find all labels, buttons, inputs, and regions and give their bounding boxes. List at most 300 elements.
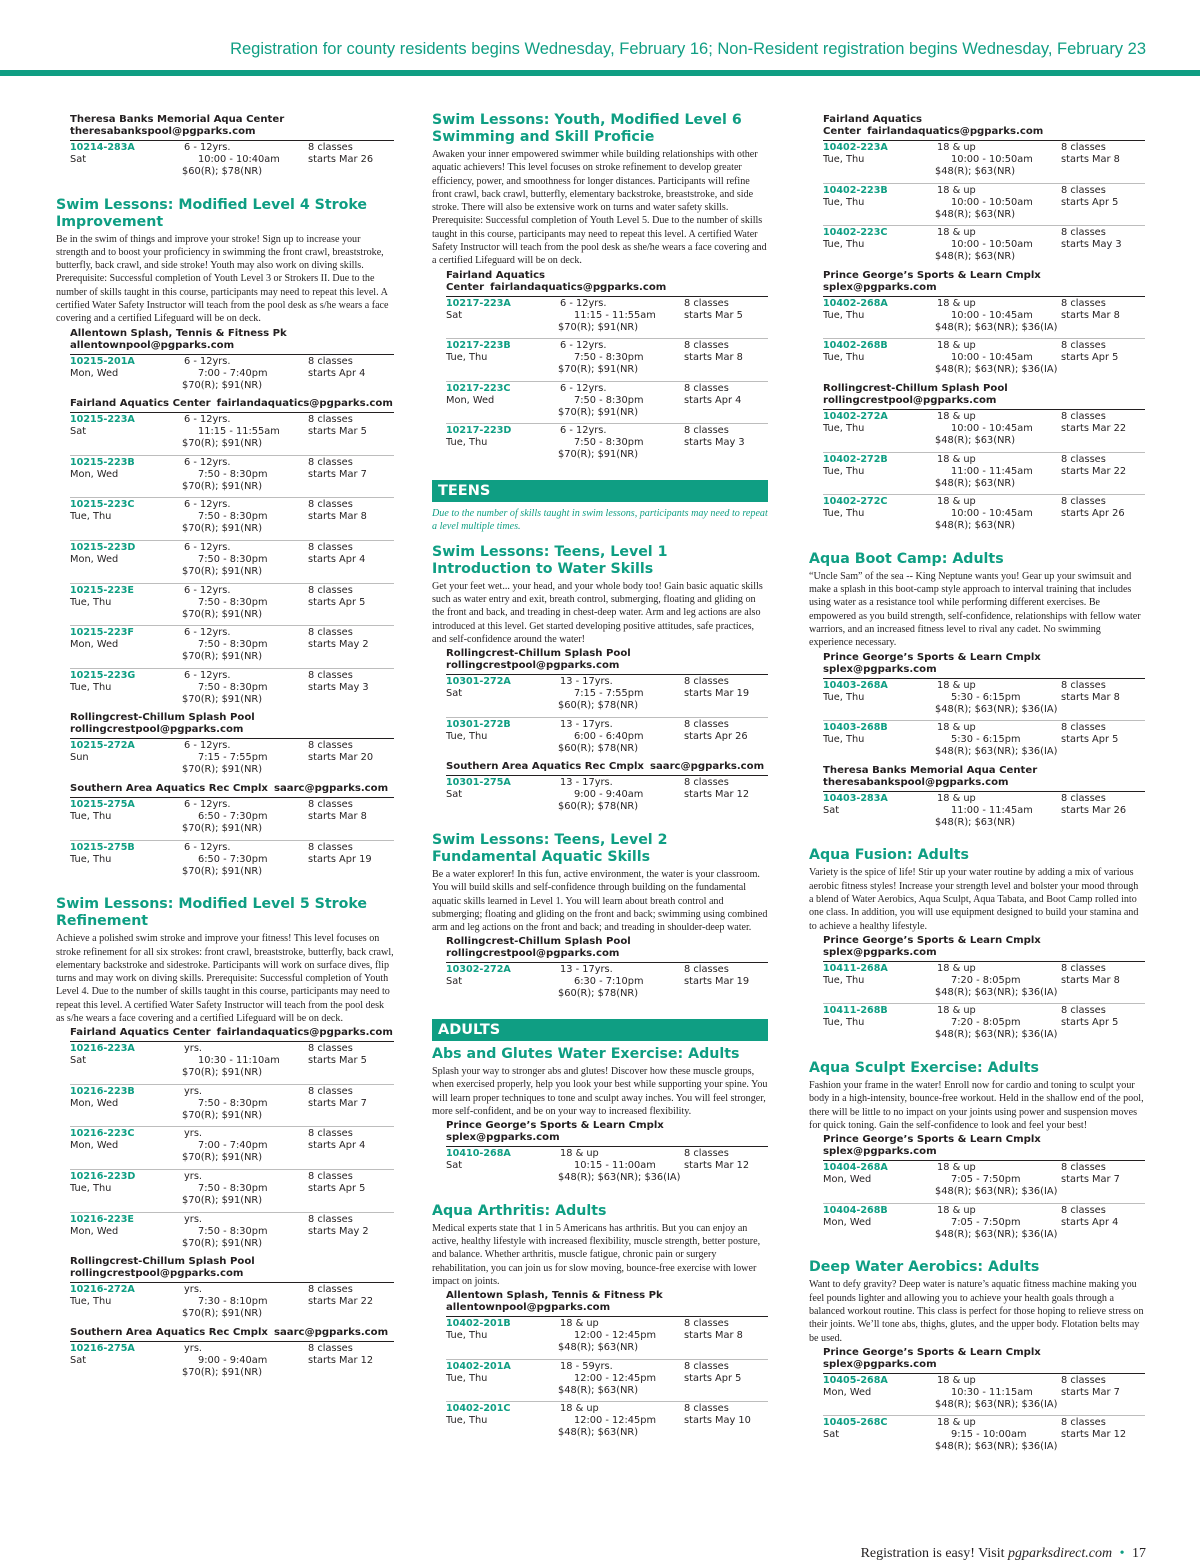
- class-days: Sat: [823, 1429, 840, 1441]
- program-section: [56, 114, 394, 183]
- class-fee: $70(R); $91(NR): [182, 566, 263, 578]
- class-code-link[interactable]: 10402-201C: [446, 1403, 511, 1415]
- class-fee: $60(R); $78(NR): [558, 742, 639, 754]
- class-code-link[interactable]: 10216-223A: [70, 1043, 135, 1055]
- program-description: Want to defy gravity? Deep water is nature’s aquatic fitness machine making you feel pounds lighter and allowing you to achieve your health goals through a balanced workout routine. This class is perfect for those hoping to relieve stress on their joints. We’ll tone abs, thighs, glutes, and the upper body. Flotation belts may be used.: [809, 1279, 1144, 1344]
- class-start: starts Mar 20: [308, 752, 374, 764]
- location-email-link[interactable]: rollingcrestpool@pgparks.com: [446, 948, 620, 960]
- class-age: 6 - 12yrs.: [184, 355, 231, 367]
- class-code-link[interactable]: 10216-223E: [70, 1213, 134, 1225]
- category-banner: ADULTS: [432, 1019, 768, 1041]
- location-email-link[interactable]: allentownpool@pgparks.com: [446, 1302, 611, 1314]
- location-name: Rollingcrest-Chillum Splash Pool: [446, 936, 631, 948]
- class-code-link[interactable]: 10301-275A: [446, 777, 511, 789]
- class-code-link[interactable]: 10215-275A: [70, 799, 135, 811]
- class-count: 8 classes: [1061, 1417, 1106, 1429]
- class-count: 8 classes: [308, 456, 353, 468]
- class-code-link[interactable]: 10402-201A: [446, 1360, 511, 1372]
- class-count: 8 classes: [1061, 496, 1106, 508]
- class-code-link[interactable]: 10217-223B: [446, 340, 511, 352]
- class-code-link[interactable]: 10215-223E: [70, 584, 134, 596]
- class-age: 6 - 12yrs.: [184, 799, 231, 811]
- class-row: [823, 297, 1145, 340]
- program-description: Awaken your inner empowered swimmer while building relationships with other aquatic achievers! This level focuses on stroke refinement to develop greater efficiency, power, and smoothness for longer distances. Participants will refine front crawl, back crawl, butterfly, elementary backstroke, breaststroke, and side stroke. There will also be extensive work on turns and water safety skills. Prerequisite: Successful completion of Youth Level 5. Due to the number of skills taught in this course, participants may need to repeat this level. A certified Water Safety Instructor will teach from the pool desk as she/he wears a face covering and a certified Lifeguard will be on deck.: [432, 149, 767, 267]
- class-row: [823, 339, 1145, 381]
- class-code-link[interactable]: 10215-223B: [70, 456, 135, 468]
- class-count: 8 classes: [308, 669, 353, 681]
- class-table: [809, 792, 1145, 834]
- location-email-link[interactable]: allentownpool@pgparks.com: [70, 339, 235, 351]
- location-email-link[interactable]: saarc@pgparks.com: [273, 783, 389, 795]
- location-name: Southern Area Aquatics Rec Cmplx: [446, 761, 644, 773]
- program-title: Aqua Boot Camp: Adults: [809, 550, 1004, 567]
- class-code-link[interactable]: 10402-272B: [823, 453, 888, 465]
- class-start: starts May 10: [684, 1415, 751, 1427]
- class-count: 8 classes: [308, 414, 353, 426]
- location-email-link[interactable]: theresabankspool@pgparks.com: [70, 126, 256, 137]
- location-name: Prince George’s Sports & Learn Cmplx: [823, 269, 1041, 281]
- class-code-link[interactable]: 10405-268C: [823, 1417, 888, 1429]
- class-row: [823, 226, 1145, 268]
- location-header: [446, 1120, 768, 1147]
- location-header: [823, 270, 1145, 297]
- class-time: 12:00 - 12:45pm: [574, 1330, 656, 1342]
- class-time: 11:00 - 11:45am: [951, 804, 1033, 816]
- location-email-link[interactable]: fairlandaquatics@pgparks.com: [216, 1027, 393, 1039]
- class-code-link[interactable]: 10217-223D: [446, 425, 512, 437]
- header-rule: [0, 70, 1200, 76]
- location-email-link[interactable]: rollingcrestpool@pgparks.com: [446, 660, 620, 672]
- class-fee: $70(R); $91(NR): [558, 321, 639, 333]
- class-code-link[interactable]: 10215-223G: [70, 669, 136, 681]
- location-email-link[interactable]: rollingcrestpool@pgparks.com: [70, 724, 244, 736]
- program-section: [432, 112, 768, 466]
- location-header: [446, 270, 768, 297]
- program-section: [432, 1019, 768, 1041]
- class-fee: $70(R); $91(NR): [182, 1195, 263, 1207]
- class-age: 18 & up: [937, 1417, 976, 1429]
- location-header: [70, 1027, 394, 1042]
- class-age: 18 & up: [937, 792, 976, 804]
- class-row: [823, 141, 1145, 184]
- class-fee: $48(R); $63(NR); $36(IA): [935, 703, 1058, 715]
- class-fee: $48(R); $63(NR): [558, 1384, 639, 1396]
- class-row: [446, 776, 768, 818]
- class-start: starts Mar 8: [684, 352, 743, 364]
- class-count: 8 classes: [308, 142, 353, 153]
- class-days: Sun: [70, 752, 89, 764]
- location-name: Theresa Banks Memorial Aqua Center: [823, 764, 1038, 776]
- class-start: starts Apr 26: [684, 730, 748, 742]
- class-age: 18 & up: [937, 496, 976, 508]
- class-fee: $48(R); $63(NR): [935, 520, 1016, 532]
- program-section: [432, 544, 768, 818]
- class-start: starts Mar 22: [1061, 465, 1127, 477]
- location-email-link[interactable]: rollingcrestpool@pgparks.com: [70, 1268, 244, 1280]
- class-count: 8 classes: [308, 355, 353, 367]
- class-row: [70, 456, 394, 499]
- program-section: [809, 1259, 1145, 1458]
- class-time: 10:00 - 10:50am: [951, 154, 1033, 165]
- column-middle: [432, 112, 768, 1458]
- class-start: starts Apr 4: [308, 367, 366, 379]
- location-header: [446, 648, 768, 675]
- class-code-link[interactable]: 10301-272B: [446, 718, 511, 730]
- class-start: starts Apr 5: [1061, 1017, 1119, 1029]
- location-header: [446, 1290, 768, 1317]
- class-age: 6 - 12yrs.: [184, 499, 231, 511]
- class-age: 6 - 12yrs.: [184, 456, 231, 468]
- class-age: 6 - 12yrs.: [560, 340, 607, 352]
- class-time: 5:30 - 6:15pm: [951, 691, 1021, 703]
- class-days: Mon, Wed: [70, 639, 119, 651]
- class-row: [70, 498, 394, 541]
- class-fee: $70(R); $91(NR): [182, 1067, 263, 1079]
- class-count: 8 classes: [684, 340, 729, 352]
- location-email-link[interactable]: splex@pgparks.com: [823, 1358, 937, 1370]
- class-age: 18 & up: [937, 142, 976, 153]
- class-age: 13 - 17yrs.: [560, 676, 613, 688]
- class-count: 8 classes: [308, 799, 353, 811]
- class-fee: $70(R); $91(NR): [182, 1308, 263, 1320]
- location-email-link[interactable]: splex@pgparks.com: [823, 663, 937, 675]
- footer-lead: Registration is easy!: [860, 1546, 975, 1561]
- program-section: [809, 847, 1145, 1046]
- class-age: 13 - 17yrs.: [560, 718, 613, 730]
- class-age: 18 & up: [937, 453, 976, 465]
- class-row: [70, 798, 394, 841]
- page-header: [0, 0, 1200, 78]
- class-code-link[interactable]: 10215-223F: [70, 627, 134, 639]
- class-days: Sat: [446, 309, 463, 321]
- class-start: starts Apr 26: [1061, 508, 1125, 520]
- location-name: Theresa Banks Memorial Aqua Center: [70, 114, 285, 125]
- program-section: [432, 1203, 768, 1444]
- class-age: yrs.: [184, 1213, 203, 1225]
- class-age: 6 - 12yrs.: [560, 425, 607, 437]
- class-fee: $60(R); $78(NR): [182, 166, 263, 177]
- class-count: 8 classes: [1061, 1374, 1106, 1386]
- location-header: [823, 1134, 1145, 1161]
- class-count: 8 classes: [1061, 453, 1106, 465]
- class-count: 8 classes: [1061, 410, 1106, 422]
- class-fee: $70(R); $91(NR): [558, 449, 639, 461]
- program-title: Swim Lessons: Modified Level 4 Stroke Improvement: [56, 196, 368, 230]
- class-code-link[interactable]: 10217-223C: [446, 382, 511, 394]
- class-time: 7:05 - 7:50pm: [951, 1216, 1021, 1228]
- class-days: Tue, Thu: [823, 465, 865, 477]
- class-days: Tue, Thu: [446, 352, 488, 364]
- class-row: [70, 1127, 394, 1170]
- class-time: 7:00 - 7:40pm: [198, 1140, 268, 1152]
- class-fee: $70(R); $91(NR): [182, 651, 263, 663]
- class-table: [432, 1317, 768, 1444]
- class-code-link[interactable]: 10402-268B: [823, 340, 888, 352]
- class-age: 18 & up: [560, 1318, 599, 1330]
- class-age: 6 - 12yrs.: [184, 542, 231, 554]
- class-time: 7:15 - 7:55pm: [198, 752, 268, 764]
- class-start: starts Mar 8: [684, 1330, 743, 1342]
- class-age: yrs.: [184, 1284, 203, 1296]
- footer-bullet: •: [1119, 1546, 1125, 1561]
- class-row: [823, 792, 1145, 834]
- class-time: 6:00 - 6:40pm: [574, 730, 644, 742]
- class-days: Tue, Thu: [446, 437, 488, 449]
- class-start: starts Apr 4: [308, 554, 366, 566]
- class-code-link[interactable]: 10403-268B: [823, 722, 888, 734]
- class-code-link[interactable]: 10402-272C: [823, 496, 888, 508]
- class-code-link[interactable]: 10411-268B: [823, 1005, 888, 1017]
- class-time: 7:30 - 8:10pm: [198, 1296, 268, 1308]
- program-section: [56, 197, 394, 883]
- program-description: Get your feet wet... your head, and your whole body too! Gain basic aquatic skills such as water entry and exit, breath control, submerging, floating and gliding on the front and back, and treading in chest-deep water. Arm and leg actions are also introduced at this level. Get started developing positive attitudes, safe practices, and self-confidence around the water!: [432, 580, 763, 645]
- class-days: Tue, Thu: [823, 239, 865, 251]
- class-time: 7:50 - 8:30pm: [198, 1225, 268, 1237]
- class-days: Tue, Thu: [70, 1183, 112, 1195]
- class-start: starts Mar 26: [1061, 804, 1127, 816]
- program-title: Deep Water Aerobics: Adults: [809, 1259, 1040, 1276]
- class-days: Tue, Thu: [70, 853, 112, 865]
- class-code-link[interactable]: 10214-283A: [70, 142, 135, 153]
- location-email-link[interactable]: saarc@pgparks.com: [273, 1326, 389, 1338]
- column-right: [809, 112, 1145, 1472]
- class-fee: $60(R); $78(NR): [558, 700, 639, 712]
- class-code-link[interactable]: 10216-272A: [70, 1284, 135, 1296]
- location-header: [70, 328, 394, 355]
- class-code-link[interactable]: 10215-223C: [70, 499, 135, 511]
- class-fee: $48(R); $63(NR); $36(IA): [935, 1029, 1058, 1041]
- class-count: 8 classes: [684, 1148, 729, 1160]
- class-code-link[interactable]: 10216-223C: [70, 1128, 135, 1140]
- class-time: 9:15 - 10:00am: [951, 1429, 1027, 1441]
- class-code-link[interactable]: 10404-268B: [823, 1204, 888, 1216]
- class-age: 18 & up: [937, 227, 976, 239]
- location-email-link[interactable]: fairlandaquatics@pgparks.com: [867, 126, 1044, 137]
- class-fee: $70(R); $91(NR): [182, 1237, 263, 1249]
- class-days: Mon, Wed: [70, 1140, 119, 1152]
- class-code-link[interactable]: 10216-223D: [70, 1171, 136, 1183]
- class-count: 8 classes: [1061, 184, 1106, 196]
- location-header: [823, 114, 1145, 141]
- class-row: [823, 721, 1145, 763]
- class-start: starts Apr 4: [308, 1140, 366, 1152]
- class-code-link[interactable]: 10215-275B: [70, 841, 135, 853]
- class-fee: $70(R); $91(NR): [182, 438, 263, 450]
- class-start: starts Mar 8: [1061, 309, 1120, 321]
- class-time: 11:15 - 11:55am: [574, 309, 656, 321]
- location-email-link[interactable]: splex@pgparks.com: [823, 946, 937, 958]
- location-name: Southern Area Aquatics Rec Cmplx: [70, 783, 268, 795]
- class-count: 8 classes: [684, 964, 729, 976]
- class-days: Mon, Wed: [70, 367, 119, 379]
- location-header: [70, 1327, 394, 1342]
- category-banner: TEENS: [432, 480, 768, 502]
- class-fee: $48(R); $63(NR); $36(IA): [935, 321, 1058, 333]
- class-age: 13 - 17yrs.: [560, 964, 613, 976]
- class-row: [70, 1283, 394, 1325]
- class-days: Tue, Thu: [823, 196, 865, 208]
- location-email-link[interactable]: saarc@pgparks.com: [649, 761, 765, 773]
- category-note: Due to the number of skills taught in swim lessons, participants may need to repeat a level multiple times.: [432, 508, 768, 533]
- class-count: 8 classes: [308, 584, 353, 596]
- class-days: Mon, Wed: [446, 394, 495, 406]
- class-days: Mon, Wed: [70, 468, 119, 480]
- class-table: [432, 963, 768, 1005]
- class-age: 6 - 12yrs.: [184, 669, 231, 681]
- location-email-link[interactable]: splex@pgparks.com: [823, 1146, 937, 1158]
- class-code-link[interactable]: 10402-223A: [823, 142, 888, 153]
- class-fee: $48(R); $63(NR); $36(IA): [935, 364, 1058, 376]
- class-start: starts Mar 5: [308, 426, 367, 438]
- class-count: 8 classes: [1061, 962, 1106, 974]
- class-start: starts Mar 22: [308, 1296, 374, 1308]
- class-age: 18 & up: [937, 1204, 976, 1216]
- class-days: Tue, Thu: [70, 681, 112, 693]
- class-count: 8 classes: [684, 777, 729, 789]
- class-count: 8 classes: [308, 841, 353, 853]
- program-description: Splash your way to stronger abs and glutes! Discover how these muscle groups, when exercised properly, help you look your best while supporting your spine. You will learn proper techniques to tone and sculpt away inches. You will feel stronger, more self-confident, and be on your way to increased flexibility.: [432, 1065, 768, 1117]
- class-code-link[interactable]: 10405-268A: [823, 1374, 888, 1386]
- class-time: 10:00 - 10:45am: [951, 422, 1033, 434]
- class-table: [56, 355, 394, 397]
- class-fee: $60(R); $78(NR): [558, 801, 639, 813]
- program-title: Aqua Arthritis: Adults: [432, 1202, 607, 1219]
- location-name: Prince George’s Sports & Learn Cmplx: [446, 1120, 664, 1132]
- location-email-link[interactable]: fairlandaquatics@pgparks.com: [216, 398, 393, 410]
- class-age: 6 - 12yrs.: [560, 382, 607, 394]
- class-days: Tue, Thu: [823, 974, 865, 986]
- class-code-link[interactable]: 10403-268A: [823, 679, 888, 691]
- class-code-link[interactable]: 10215-272A: [70, 740, 135, 752]
- class-time: 7:50 - 8:30pm: [198, 596, 268, 608]
- location-email-link[interactable]: fairlandaquatics@pgparks.com: [490, 281, 667, 293]
- class-start: starts Apr 5: [1061, 734, 1119, 746]
- class-age: 18 & up: [560, 1403, 599, 1415]
- class-code-link[interactable]: 10215-201A: [70, 355, 135, 367]
- class-days: Mon, Wed: [823, 1216, 872, 1228]
- class-count: 8 classes: [684, 382, 729, 394]
- page-footer: [861, 1546, 1146, 1562]
- location-email-link[interactable]: rollingcrestpool@pgparks.com: [823, 394, 997, 406]
- class-row: [446, 718, 768, 760]
- class-fee: $48(R); $63(NR); $36(IA): [935, 746, 1058, 758]
- class-count: 8 classes: [684, 425, 729, 437]
- location-header: [70, 783, 394, 798]
- class-fee: $48(R); $63(NR); $36(IA): [935, 1186, 1058, 1198]
- class-row: [823, 495, 1145, 537]
- class-start: starts Apr 19: [308, 853, 372, 865]
- class-time: 7:50 - 8:30pm: [198, 639, 268, 651]
- program-title: Swim Lessons: Youth, Modified Level 6 Swimming and Skill Proficie: [432, 112, 742, 145]
- class-code-link[interactable]: 10216-223B: [70, 1085, 135, 1097]
- class-code-link[interactable]: 10301-272A: [446, 676, 511, 688]
- class-code-link[interactable]: 10410-268A: [446, 1148, 511, 1160]
- class-code-link[interactable]: 10215-223D: [70, 542, 136, 554]
- class-time: 7:50 - 8:30pm: [574, 352, 644, 364]
- location-header: [70, 114, 394, 141]
- class-code-link[interactable]: 10402-223B: [823, 184, 888, 196]
- footer-website-link[interactable]: pgparksdirect.com: [1008, 1546, 1113, 1561]
- column-left: [56, 112, 394, 1397]
- class-start: starts Mar 7: [1061, 1386, 1120, 1398]
- class-fee: $48(R); $63(NR); $36(IA): [935, 1398, 1058, 1410]
- class-count: 8 classes: [1061, 679, 1106, 691]
- class-days: Sat: [446, 688, 463, 700]
- class-code-link[interactable]: 10217-223A: [446, 297, 511, 309]
- class-count: 8 classes: [1061, 1162, 1106, 1174]
- class-code-link[interactable]: 10403-283A: [823, 792, 888, 804]
- class-time: 6:30 - 7:10pm: [574, 976, 644, 988]
- class-row: [446, 1147, 768, 1189]
- location-email-link[interactable]: splex@pgparks.com: [446, 1132, 560, 1144]
- class-code-link[interactable]: 10216-275A: [70, 1342, 135, 1354]
- program-section: [432, 1046, 768, 1189]
- class-count: 8 classes: [684, 1403, 729, 1415]
- location-email-link[interactable]: theresabankspool@pgparks.com: [823, 776, 1009, 788]
- class-row: [823, 410, 1145, 453]
- location-header: [446, 936, 768, 963]
- class-code-link[interactable]: 10402-272A: [823, 410, 888, 422]
- location-name: Fairland Aquatics Center: [70, 1027, 211, 1039]
- class-time: 7:50 - 8:30pm: [198, 1097, 268, 1109]
- program-title: Aqua Sculpt Exercise: Adults: [809, 1059, 1039, 1076]
- class-code-link[interactable]: 10302-272A: [446, 964, 511, 976]
- class-table: [809, 141, 1145, 268]
- location-email-link[interactable]: splex@pgparks.com: [823, 281, 937, 293]
- class-count: 8 classes: [1061, 297, 1106, 309]
- location-name: Fairland Aquatics Center: [70, 398, 211, 410]
- class-code-link[interactable]: 10402-268A: [823, 297, 888, 309]
- class-days: Sat: [70, 1354, 87, 1366]
- class-days: Tue, Thu: [823, 154, 865, 165]
- class-age: 6 - 12yrs.: [184, 740, 231, 752]
- program-description: Fashion your frame in the water! Enroll now for cardio and toning to sculpt your body in a high-intensity, bounce-free workout. Held in the shallow end of the pool, there will be little to no impact on your joints using power and suspension moves for quick toning. Gain the self-confidence to look and feel your best!: [809, 1079, 1144, 1131]
- location-name: Fairland Aquatics Center: [823, 114, 923, 137]
- class-age: 6 - 12yrs.: [184, 414, 231, 426]
- class-time: 5:30 - 6:15pm: [951, 734, 1021, 746]
- class-age: yrs.: [184, 1171, 203, 1183]
- class-row: [823, 453, 1145, 496]
- class-age: yrs.: [184, 1342, 203, 1354]
- class-age: yrs.: [184, 1085, 203, 1097]
- class-start: starts Mar 8: [308, 811, 367, 823]
- program-description: Medical experts state that 1 in 5 Americans has arthritis. But you can enjoy an active, healthy lifestyle with increased flexibility, muscle strength, better posture, and balance. Whether arthritis, muscle fatigue, chronic pain or surgery rehabilitation, you can join us for slow moving, bounce-free exercise with lower impact on joints.: [432, 1222, 761, 1287]
- class-time: 9:00 - 9:40am: [198, 1354, 268, 1366]
- class-table: [56, 1042, 394, 1254]
- class-code-link[interactable]: 10402-223C: [823, 227, 888, 239]
- class-time: 9:00 - 9:40am: [574, 789, 644, 801]
- location-name: Prince George’s Sports & Learn Cmplx: [823, 1134, 1041, 1146]
- class-fee: $48(R); $63(NR); $36(IA): [935, 1441, 1058, 1453]
- class-row: [70, 1342, 394, 1384]
- location-name: Rollingcrest-Chillum Splash Pool: [446, 648, 631, 660]
- class-count: 8 classes: [684, 1360, 729, 1372]
- class-code-link[interactable]: 10215-223A: [70, 414, 135, 426]
- class-code-link[interactable]: 10411-268A: [823, 962, 888, 974]
- class-start: starts Mar 19: [684, 976, 750, 988]
- class-code-link[interactable]: 10404-268A: [823, 1162, 888, 1174]
- class-fee: $70(R); $91(NR): [558, 406, 639, 418]
- class-age: 6 - 12yrs.: [184, 841, 231, 853]
- class-days: Tue, Thu: [446, 1415, 488, 1427]
- program-section: [432, 480, 768, 534]
- class-code-link[interactable]: 10402-201B: [446, 1318, 511, 1330]
- class-count: 8 classes: [308, 542, 353, 554]
- class-count: 8 classes: [1061, 1005, 1106, 1017]
- class-count: 8 classes: [1061, 227, 1106, 239]
- location-name: Allentown Splash, Tennis & Fitness Pk: [70, 327, 287, 339]
- class-fee: $70(R); $91(NR): [182, 1152, 263, 1164]
